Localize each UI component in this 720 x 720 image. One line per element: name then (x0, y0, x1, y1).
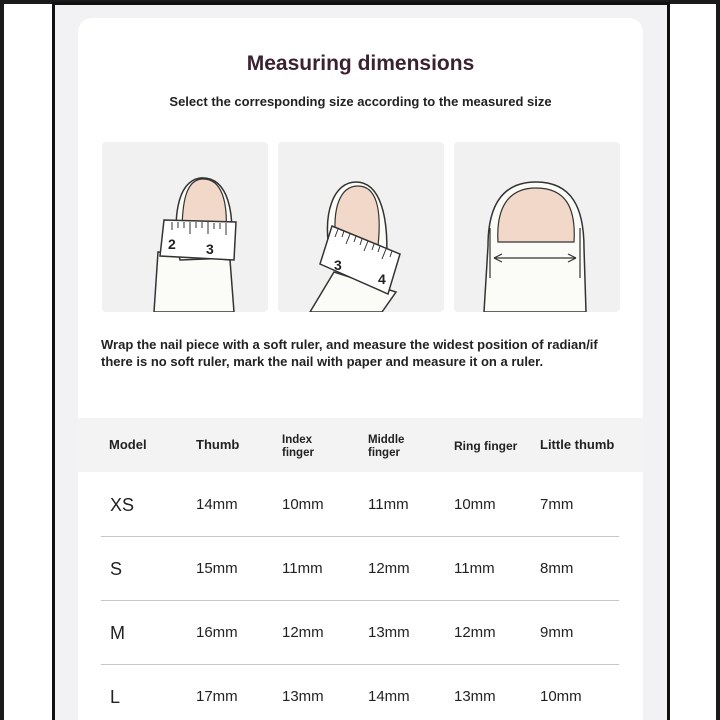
cell-ring: 11mm (454, 560, 495, 577)
cell-middle: 12mm (368, 560, 410, 577)
cell-middle: 14mm (368, 688, 410, 705)
page-title: Measuring dimensions (246, 52, 475, 75)
cell-model: S (110, 559, 123, 579)
illustration-thumb-measure (102, 142, 268, 312)
cell-middle: 11mm (368, 496, 409, 513)
header-little-thumb: Little thumb (540, 437, 615, 452)
table-row (78, 665, 643, 720)
cell-thumb: 16mm (196, 624, 238, 641)
nail-width-illustration (454, 142, 620, 312)
header-ring-finger: Ring finger (454, 439, 518, 453)
cell-ring: 13mm (454, 688, 496, 705)
size-table-header (78, 418, 643, 472)
header-middle-finger (368, 434, 404, 460)
cell-little: 9mm (540, 624, 574, 641)
header-index-line1: Index (282, 434, 313, 446)
header-index-line2: finger (282, 447, 314, 459)
header-thumb: Thumb (196, 437, 240, 452)
cell-model: L (110, 687, 121, 707)
measurement-instructions: Wrap the nail piece with a soft ruler, and measure the widest position of radian/if there is no soft ruler, mark the nail with paper and measure it on a ruler. (101, 337, 598, 369)
cell-ring: 12mm (454, 624, 496, 641)
cell-index: 11mm (282, 560, 323, 577)
ruler-mark: 2 (168, 236, 176, 252)
cell-thumb: 17mm (196, 688, 238, 705)
cell-index: 12mm (282, 624, 324, 641)
illustration-nail-width (454, 142, 620, 312)
ruler-mark: 4 (378, 271, 386, 287)
table-row (78, 601, 643, 665)
cell-index: 13mm (282, 688, 324, 705)
ruler-mark: 3 (334, 257, 342, 273)
ruler-mark: 3 (206, 241, 214, 257)
cell-little: 10mm (540, 688, 582, 705)
header-index-finger (282, 434, 314, 460)
finger-ruler-illustration (278, 142, 444, 312)
cell-ring: 10mm (454, 496, 496, 513)
header-model: Model (109, 437, 147, 452)
finger-ruler-illustration (102, 142, 268, 312)
cell-model: M (110, 623, 125, 643)
table-row (78, 537, 643, 601)
cell-middle: 13mm (368, 624, 410, 641)
cell-little: 8mm (540, 560, 574, 577)
cell-little: 7mm (540, 496, 574, 513)
table-row (78, 473, 643, 537)
header-middle-line1: Middle (368, 434, 405, 446)
illustration-index-measure (278, 142, 444, 312)
page-subtitle: Select the corresponding size according to the measured size (169, 94, 552, 109)
cell-thumb: 14mm (196, 496, 238, 513)
header-middle-line2: finger (368, 447, 400, 459)
cell-model: XS (110, 495, 135, 515)
cell-index: 10mm (282, 496, 324, 513)
cell-thumb: 15mm (196, 560, 238, 577)
